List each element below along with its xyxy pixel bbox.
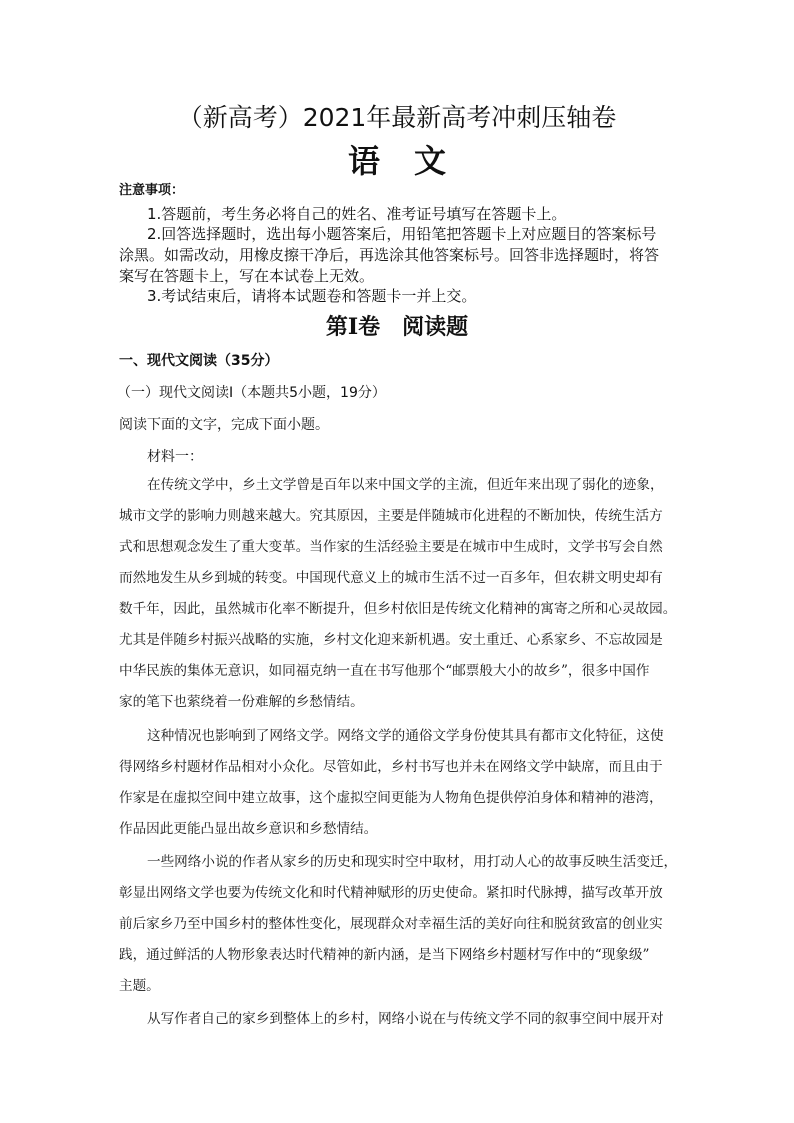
- paragraph-line: 数千年，因此，虽然城市化率不断提升，但乡村依旧是传统文化精神的寓寄之所和心灵故园。: [119, 601, 677, 617]
- paragraph-line: 得网络乡村题材作品相对小众化。尽管如此，乡村书写也并未在网络文学中缺席，而且由于: [119, 759, 663, 775]
- paragraph-line: 这种情况也影响到了网络文学。网络文学的通俗文学身份使其具有都市文化特征，这使: [147, 728, 664, 744]
- subsection-heading: （一）现代文阅读Ⅰ（本题共5小题，19分）: [117, 385, 386, 401]
- notice-item-2-line-3: 案写在答题卡上，写在本试卷上无效。: [119, 267, 375, 285]
- paragraph-line: 在传统文学中，乡土文学曾是百年以来中国文学的主流，但近年来出现了弱化的迹象，: [147, 477, 664, 493]
- paragraph-line: 从写作者自己的家乡到整体上的乡村，网络小说在与传统文学不同的叙事空间中展开对: [147, 1011, 664, 1027]
- paragraph-4: [119, 1004, 679, 1035]
- paragraph-line: 家的笔下也萦绕着一份难解的乡愁情结。: [119, 694, 364, 710]
- paragraph-line: 前后家乡乃至中国乡村的整体性变化，展现群众对幸福生活的美好向往和脱贫致富的创业实: [119, 916, 663, 932]
- paragraph-line: 作家是在虚拟空间中建立故事，这个虚拟空间更能为人物角色提供停泊身体和精神的港湾，: [119, 790, 663, 806]
- notice-item-2-line-1: 2.回答选择题时，选出每小题答案后，用铅笔把答题卡上对应题目的答案标号: [147, 225, 657, 243]
- part-heading: 一、现代文阅读（35分）: [119, 353, 279, 369]
- notice-item-2-line-2: 涂黑。如需改动，用橡皮擦干净后，再选涂其他答案标号。回答非选择题时，将答: [119, 246, 660, 264]
- paragraph-line: 中华民族的集体无意识，如同福克纳一直在书写他那个“邮票般大小的故乡”，很多中国作: [119, 663, 650, 679]
- paragraph-line: 式和思想观念发生了重大变革。当作家的生活经验主要是在城市中生成时，文学书写会自然: [119, 539, 663, 555]
- paragraph-2: [119, 721, 679, 845]
- notice-heading: 注意事项：: [119, 183, 185, 198]
- paragraph-line: 践，通过鲜活的人物形象表达时代精神的新内涵，是当下网络乡村题材写作中的“现象级”: [119, 947, 650, 963]
- paragraph-1: [119, 470, 679, 718]
- notice-item-3: 3.考试结束后，请将本试题卷和答题卡一并上交。: [147, 287, 477, 305]
- paragraph-line: 城市文学的影响力则越来越大。究其原因，主要是伴随城市化进程的不断加快，传统生活方: [119, 508, 663, 524]
- paragraph-line: 尤其是伴随乡村振兴战略的实施，乡村文化迎来新机遇。安土重迁、心系家乡、不忘故园是: [119, 632, 663, 648]
- subject-title: 语文: [347, 142, 480, 180]
- paragraph-line: 主题。: [119, 978, 160, 994]
- paragraph-line: 而然地发生从乡到城的转变。中国现代意义上的城市生活不过一百多年，但农耕文明史却有: [119, 570, 663, 586]
- reading-instruction: 阅读下面的文字，完成下面小题。: [119, 417, 329, 433]
- section-title: 第Ⅰ卷 阅读题: [325, 314, 469, 340]
- exam-title: （新高考）2021年最新高考冲刺压轴卷: [177, 103, 617, 132]
- notice-item-1: 1.答题前，考生务必将自己的姓名、准考证号填写在答题卡上。: [147, 205, 567, 223]
- paragraph-line: 一些网络小说的作者从家乡的历史和现实时空中取材，用打动人心的故事反映生活变迁，: [147, 854, 678, 870]
- paragraph-line: 作品因此更能凸显出故乡意识和乡愁情结。: [119, 821, 378, 837]
- paragraph-3: [119, 847, 679, 1002]
- material-label: 材料一：: [147, 449, 203, 465]
- paragraph-line: 彰显出网络文学也要为传统文化和时代精神赋形的历史使命。紧扣时代脉搏，描写改革开放: [119, 885, 663, 901]
